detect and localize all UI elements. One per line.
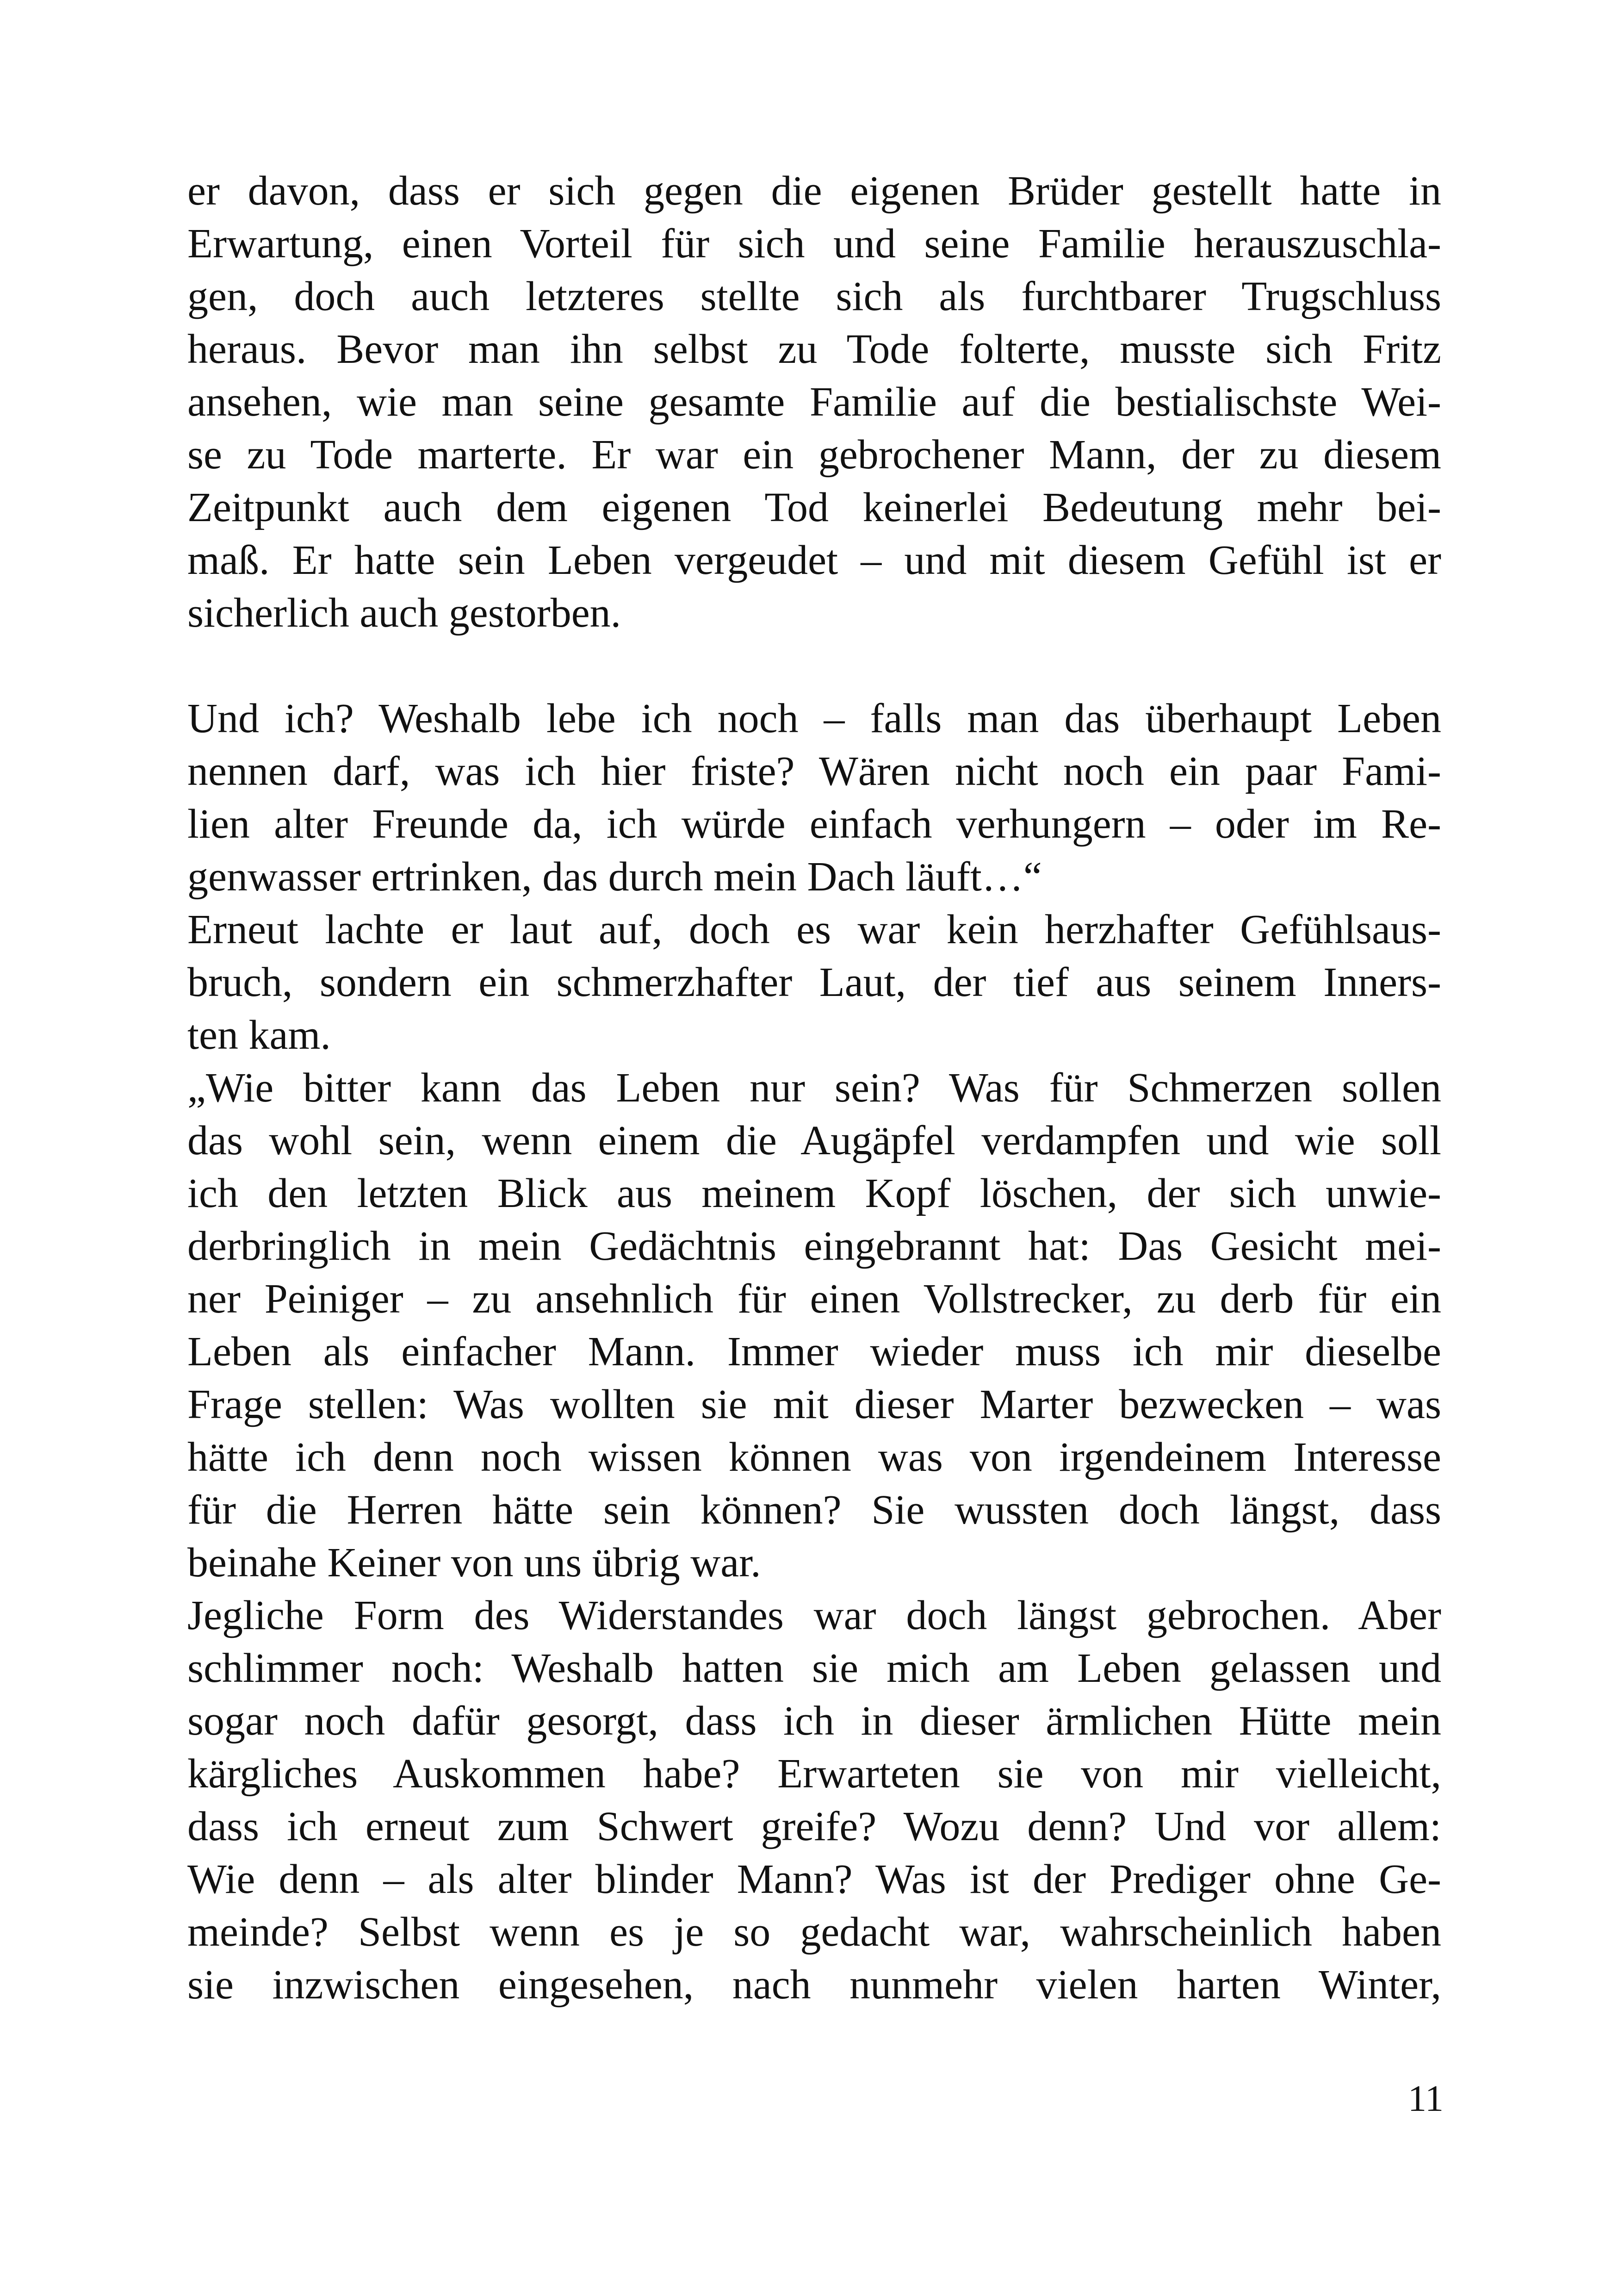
body-text (187, 165, 1441, 2011)
text-line: sie inzwischen eingesehen, nach nunmehr vielen harten Winter, (187, 1962, 1441, 2008)
paragraph (187, 903, 1441, 1062)
text-line: se zu Tode marterte. Er war ein gebrochener Mann, der zu diesem (187, 432, 1441, 478)
text-line: genwasser ertrinken, das durch mein Dach läuft…“ (187, 854, 1042, 900)
text-line: ansehen, wie man seine gesamte Familie auf die bestialischste Wei- (187, 379, 1441, 425)
text-line: Leben als einfacher Mann. Immer wieder muss ich mir dieselbe (187, 1329, 1441, 1375)
text-line: sicherlich auch gestorben. (187, 590, 621, 636)
page-number: 11 (1407, 2078, 1444, 2119)
text-line: Jegliche Form des Widerstandes war doch längst gebrochen. Aber (187, 1593, 1441, 1638)
text-line: das wohl sein, wenn einem die Augäpfel verdampfen und wie soll (187, 1118, 1441, 1164)
text-line: beinahe Keiner von uns übrig war. (187, 1540, 761, 1586)
text-line: er davon, dass er sich gegen die eigenen Brüder gestellt hatte in (187, 168, 1441, 214)
text-line: Zeitpunkt auch dem eigenen Tod keinerlei Bedeutung mehr bei- (187, 485, 1441, 530)
text-line: für die Herren hätte sein können? Sie wussten doch längst, dass (187, 1487, 1441, 1533)
text-line: kärgliches Auskommen habe? Erwarteten sie von mir vielleicht, (187, 1751, 1441, 1797)
text-line: hätte ich denn noch wissen können was von irgendeinem Interesse (187, 1434, 1441, 1480)
text-line: Erwartung, einen Vorteil für sich und seine Familie herauszuschla- (187, 221, 1441, 267)
text-line: bruch, sondern ein schmerzhafter Laut, der tief aus seinem Inners- (187, 959, 1441, 1005)
text-line: sogar noch dafür gesorgt, dass ich in dieser ärmlichen Hütte mein (187, 1698, 1441, 1744)
paragraph (187, 1062, 1441, 1589)
text-line: Erneut lachte er laut auf, doch es war kein herzhafter Gefühlsaus- (187, 907, 1441, 952)
text-line: derbringlich in mein Gedächtnis eingebrannt hat: Das Gesicht mei- (187, 1223, 1441, 1269)
text-line: lien alter Freunde da, ich würde einfach verhungern – oder im Re- (187, 801, 1441, 847)
text-line: ten kam. (187, 1012, 331, 1058)
text-line: ner Peiniger – zu ansehnlich für einen Vollstrecker, zu derb für ein (187, 1276, 1441, 1322)
text-line: maß. Er hatte sein Leben vergeudet – und mit diesem Gefühl ist er (187, 537, 1441, 583)
text-line: dass ich erneut zum Schwert greife? Wozu denn? Und vor allem: (187, 1804, 1441, 1849)
paragraph-gap (187, 640, 1441, 692)
paragraph (187, 1589, 1441, 2011)
text-line: ich den letzten Blick aus meinem Kopf löschen, der sich unwie- (187, 1170, 1441, 1216)
paragraph (187, 165, 1441, 640)
paragraph (187, 692, 1441, 903)
text-line: meinde? Selbst wenn es je so gedacht war, wahrscheinlich haben (187, 1909, 1441, 1955)
text-line: heraus. Bevor man ihn selbst zu Tode folterte, musste sich Fritz (187, 326, 1441, 372)
text-line: schlimmer noch: Weshalb hatten sie mich am Leben gelassen und (187, 1645, 1441, 1691)
text-line: Wie denn – als alter blinder Mann? Was ist der Prediger ohne Ge- (187, 1856, 1441, 1902)
text-line: Und ich? Weshalb lebe ich noch – falls man das überhaupt Leben (187, 696, 1441, 741)
text-line: Frage stellen: Was wollten sie mit dieser Marter bezwecken – was (187, 1381, 1441, 1427)
text-line: gen, doch auch letzteres stellte sich als furchtbarer Trugschluss (187, 274, 1441, 319)
text-line: nennen darf, was ich hier friste? Wären nicht noch ein paar Fami- (187, 748, 1441, 794)
text-line: „Wie bitter kann das Leben nur sein? Was für Schmerzen sollen (187, 1065, 1441, 1111)
